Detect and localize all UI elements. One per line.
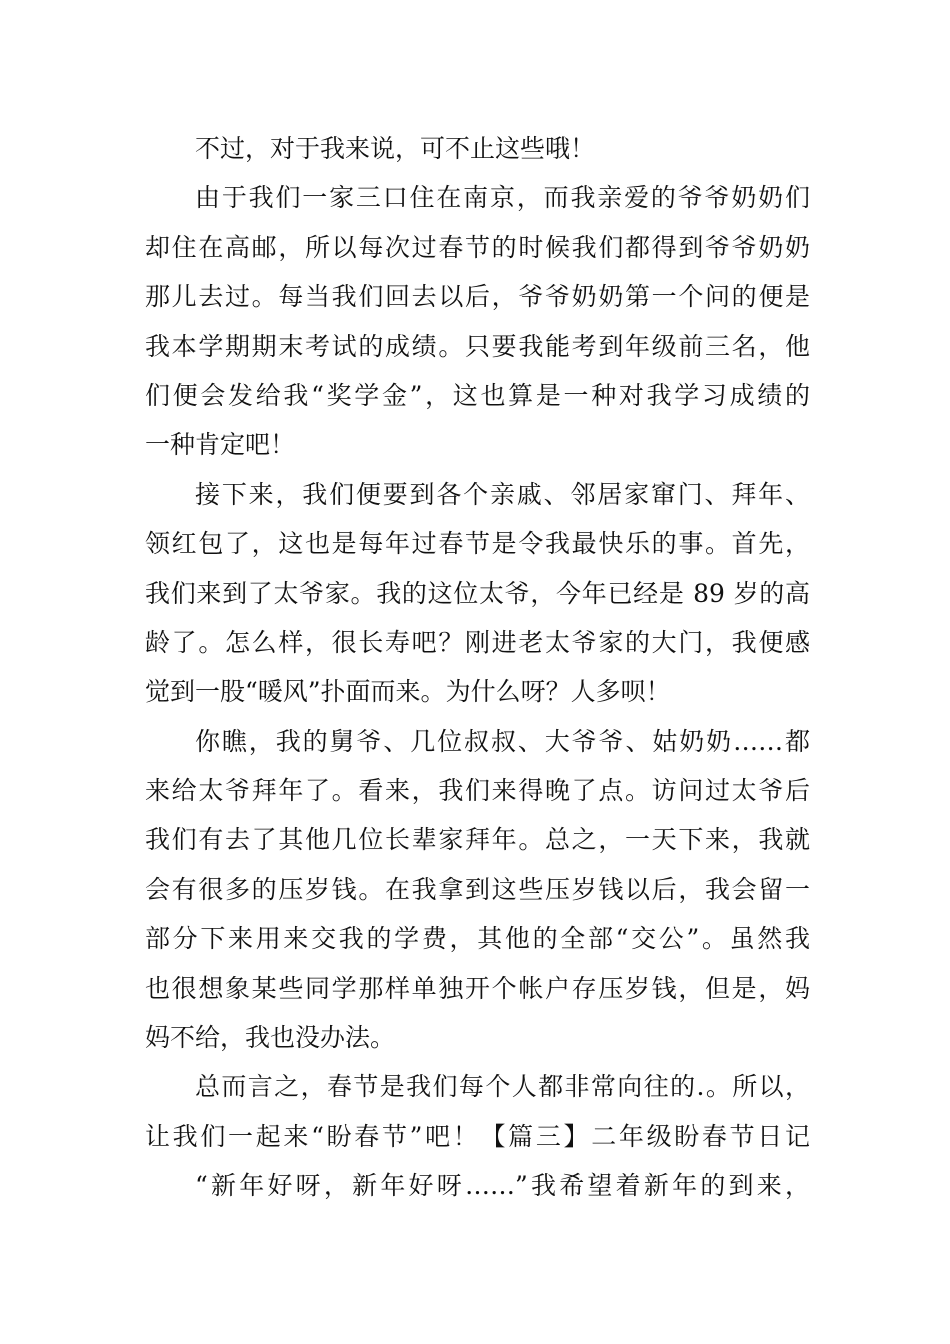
text-line: 妈不给，我也没办法。 [145, 1023, 396, 1053]
text-line: 我们来到了太爷家。我的这位太爷，今年已经是 89 岁的高 [145, 578, 810, 608]
text-line: 你瞧，我的舅爷、几位叔叔、大爷爷、姑奶奶……都 [195, 726, 810, 756]
text-line: 来给太爷拜年了。看来，我们来得晚了点。访问过太爷后 [145, 776, 810, 806]
text-line: 部分下来用来交我的学费，其他的全部“交公”。虽然我 [145, 924, 810, 954]
text-line: 那儿去过。每当我们回去以后，爷爷奶奶第一个问的便是 [145, 282, 810, 312]
text-line: 我本学期期末考试的成绩。只要我能考到年级前三名，他 [145, 331, 810, 361]
text-line: 领红包了，这也是每年过春节是令我最快乐的事。首先， [145, 529, 810, 559]
text-line: 不过，对于我来说，可不止这些哦！ [195, 134, 596, 163]
text-line: 却住在高邮，所以每次过春节的时候我们都得到爷爷奶奶 [145, 232, 810, 262]
text-line: 一种肯定吧！ [145, 430, 296, 460]
text-line: 我们有去了其他几位长辈家拜年。总之，一天下来，我就 [145, 825, 810, 855]
text-line: 们便会发给我“奖学金”，这也算是一种对我学习成绩的 [145, 380, 810, 410]
text-line: 让我们一起来“盼春节”吧！【篇三】二年级盼春节日记 [145, 1121, 810, 1151]
text-line: 觉到一股“暖风”扑面而来。为什么呀？人多呗！ [145, 677, 671, 707]
text-line: 由于我们一家三口住在南京，而我亲爱的爷爷奶奶们 [195, 183, 810, 213]
text-line: 总而言之，春节是我们每个人都非常向往的.。所以， [195, 1072, 810, 1102]
text-line: “新年好呀，新年好呀……”我希望着新年的到来， [195, 1171, 810, 1201]
text-line: 也很想象某些同学那样单独开个帐户存压岁钱，但是，妈 [145, 973, 810, 1003]
body-text [145, 124, 810, 1211]
text-line: 接下来，我们便要到各个亲戚、邻居家窜门、拜年、 [195, 479, 810, 509]
text-line: 会有很多的压岁钱。在我拿到这些压岁钱以后，我会留一 [145, 874, 810, 904]
text-line: 龄了。怎么样，很长寿吧？刚进老太爷家的大门，我便感 [145, 627, 810, 657]
